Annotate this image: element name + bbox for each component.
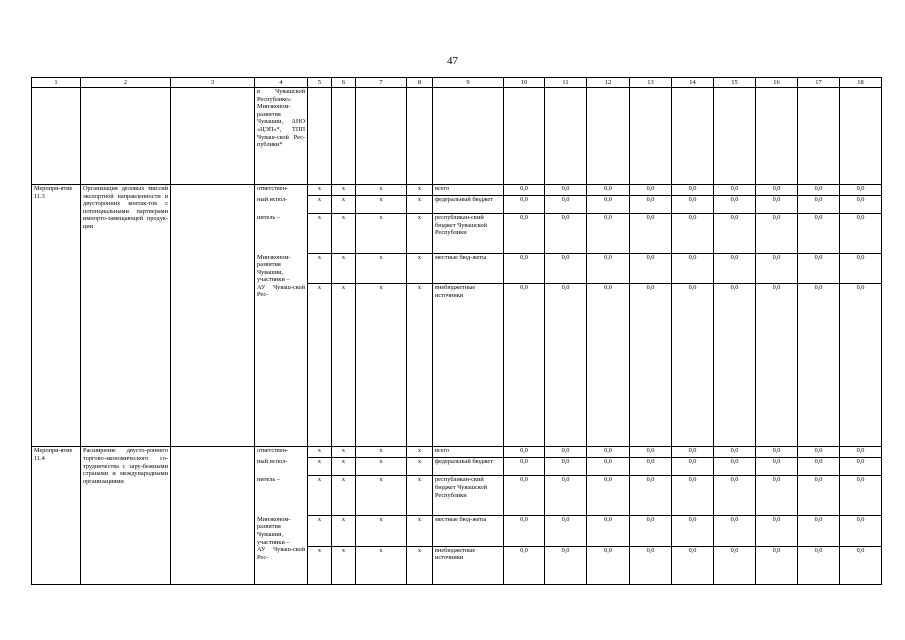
value-cell: 0,0 (840, 476, 882, 516)
column-header: 4 (255, 78, 308, 88)
value-cell: 0,0 (630, 458, 672, 476)
executors-cell: Минэконом-развития Чувашии, участники – (255, 516, 308, 546)
empty-cell (171, 447, 255, 584)
value-cell: 0,0 (714, 458, 756, 476)
value-cell: 0,0 (630, 196, 672, 214)
value-cell: 0,0 (672, 516, 714, 546)
value-cell: 0,0 (545, 214, 587, 254)
value-cell: 0,0 (587, 447, 630, 458)
executors-cell: АУ Чуваш-ской Рес- (255, 284, 308, 447)
value-cell: 0,0 (630, 214, 672, 254)
column-header: 8 (407, 78, 433, 88)
column-header: 2 (81, 78, 171, 88)
value-cell: 0,0 (714, 476, 756, 516)
mark-cell: x (407, 447, 433, 458)
value-cell: 0,0 (840, 546, 882, 584)
value-cell: 0,0 (756, 546, 798, 584)
value-cell: 0,0 (630, 516, 672, 546)
mark-cell: x (332, 254, 356, 284)
mark-cell: x (356, 546, 407, 584)
mark-cell: x (308, 458, 332, 476)
mark-cell: x (407, 196, 433, 214)
funding-source: внебюджетные источники (433, 284, 504, 447)
mark-cell: x (332, 214, 356, 254)
column-number-row (32, 78, 882, 88)
value-cell: 0,0 (840, 196, 882, 214)
funding-source: местные бюд-жеты (433, 516, 504, 546)
column-header: 16 (756, 78, 798, 88)
funding-source: местные бюд-жеты (433, 254, 504, 284)
column-header: 7 (356, 78, 407, 88)
value-cell: 0,0 (630, 447, 672, 458)
value-cell: 0,0 (504, 284, 545, 447)
value-cell: 0,0 (672, 185, 714, 196)
value-cell: 0,0 (756, 458, 798, 476)
value-cell: 0,0 (504, 476, 545, 516)
mark-cell: x (407, 284, 433, 447)
value-cell: 0,0 (672, 196, 714, 214)
program-table (31, 77, 882, 585)
value-cell: 0,0 (545, 196, 587, 214)
mark-cell: x (407, 185, 433, 196)
value-cell: 0,0 (630, 185, 672, 196)
mark-cell: x (308, 546, 332, 584)
value-cell: 0,0 (840, 447, 882, 458)
value-cell: 0,0 (587, 185, 630, 196)
mark-cell: x (332, 284, 356, 447)
mark-cell: x (332, 516, 356, 546)
mark-cell: x (356, 476, 407, 516)
value-cell: 0,0 (798, 516, 840, 546)
value-cell: 0,0 (545, 254, 587, 284)
value-cell: 0,0 (587, 284, 630, 447)
mark-cell: x (407, 546, 433, 584)
mark-cell: x (356, 284, 407, 447)
value-cell: 0,0 (587, 458, 630, 476)
value-cell: 0,0 (840, 284, 882, 447)
value-cell: 0,0 (672, 284, 714, 447)
column-header: 15 (714, 78, 756, 88)
value-cell: 0,0 (798, 214, 840, 254)
value-cell: 0,0 (840, 214, 882, 254)
mark-cell: x (407, 214, 433, 254)
column-header: 9 (433, 78, 504, 88)
page-number: 47 (447, 55, 458, 67)
measure-name: Расширение двусто-роннего торгово-экономического со-трудничества с зару-бежными странами и международными организациями (81, 447, 171, 584)
value-cell: 0,0 (504, 254, 545, 284)
value-cell: 0,0 (714, 516, 756, 546)
value-cell: 0,0 (840, 185, 882, 196)
mark-cell: x (356, 458, 407, 476)
value-cell: 0,0 (756, 214, 798, 254)
column-header: 14 (672, 78, 714, 88)
column-header: 17 (798, 78, 840, 88)
mark-cell: x (356, 214, 407, 254)
value-cell: 0,0 (798, 476, 840, 516)
value-cell: 0,0 (756, 185, 798, 196)
funding-source: всего (433, 447, 504, 458)
column-header: 13 (630, 78, 672, 88)
table-row (32, 447, 882, 458)
value-cell: 0,0 (672, 214, 714, 254)
value-cell: 0,0 (798, 458, 840, 476)
value-cell: 0,0 (587, 476, 630, 516)
value-cell: 0,0 (630, 284, 672, 447)
mark-cell: x (407, 476, 433, 516)
measure-code: Меропри-ятие 11.3 (32, 185, 81, 447)
executors-cell: нитель – (255, 476, 308, 516)
funding-source: республикан-ский бюджет Чувашской Республики (433, 214, 504, 254)
value-cell: 0,0 (504, 214, 545, 254)
value-cell: 0,0 (714, 254, 756, 284)
mark-cell: x (308, 185, 332, 196)
mark-cell: x (308, 516, 332, 546)
executors-cell: ответствен- (255, 185, 308, 196)
value-cell: 0,0 (840, 254, 882, 284)
mark-cell: x (407, 458, 433, 476)
value-cell: 0,0 (587, 516, 630, 546)
funding-source: внебюджетные источники (433, 546, 504, 584)
executors-cell: в Чувашской Республике» Минэконом-развития Чувашии, АНО «ЦЭП»*, ТПП Чуваш-ской Рес-публики* (255, 88, 308, 185)
value-cell: 0,0 (545, 546, 587, 584)
value-cell: 0,0 (672, 546, 714, 584)
value-cell: 0,0 (504, 546, 545, 584)
mark-cell: x (332, 447, 356, 458)
value-cell: 0,0 (504, 516, 545, 546)
column-header: 5 (308, 78, 332, 88)
value-cell: 0,0 (587, 214, 630, 254)
funding-source: федеральный бюджет (433, 458, 504, 476)
measure-name: Организация деловых миссий экспортной направленности и двусторонних контак-тов с потенциальными партнерами импорто-замещающей продук-ции (81, 185, 171, 447)
value-cell: 0,0 (798, 447, 840, 458)
value-cell: 0,0 (714, 196, 756, 214)
value-cell: 0,0 (630, 254, 672, 284)
continuation-row (32, 88, 882, 185)
value-cell: 0,0 (840, 458, 882, 476)
mark-cell: x (308, 196, 332, 214)
value-cell: 0,0 (756, 196, 798, 214)
executors-cell: Минэконом-развития Чувашии, участники – (255, 254, 308, 284)
mark-cell: x (308, 254, 332, 284)
mark-cell: x (356, 516, 407, 546)
column-header: 3 (171, 78, 255, 88)
empty-cell (171, 185, 255, 447)
value-cell: 0,0 (714, 214, 756, 254)
executors-cell: ный испол- (255, 458, 308, 476)
value-cell: 0,0 (672, 254, 714, 284)
value-cell: 0,0 (587, 196, 630, 214)
value-cell: 0,0 (798, 546, 840, 584)
column-header: 18 (840, 78, 882, 88)
mark-cell: x (356, 254, 407, 284)
value-cell: 0,0 (504, 447, 545, 458)
value-cell: 0,0 (545, 476, 587, 516)
value-cell: 0,0 (714, 185, 756, 196)
value-cell: 0,0 (545, 185, 587, 196)
mark-cell: x (407, 516, 433, 546)
column-header: 12 (587, 78, 630, 88)
value-cell: 0,0 (798, 284, 840, 447)
value-cell: 0,0 (672, 476, 714, 516)
value-cell: 0,0 (798, 196, 840, 214)
executors-cell: АУ Чуваш-ской Рес- (255, 546, 308, 584)
table-row (32, 185, 882, 196)
value-cell: 0,0 (672, 458, 714, 476)
value-cell: 0,0 (545, 458, 587, 476)
column-header: 11 (545, 78, 587, 88)
executors-cell: ный испол- (255, 196, 308, 214)
column-header: 6 (332, 78, 356, 88)
value-cell: 0,0 (756, 447, 798, 458)
mark-cell: x (308, 214, 332, 254)
value-cell: 0,0 (714, 284, 756, 447)
value-cell: 0,0 (714, 546, 756, 584)
funding-source: республикан-ский бюджет Чувашской Республики (433, 476, 504, 516)
funding-source: федеральный бюджет (433, 196, 504, 214)
value-cell: 0,0 (756, 516, 798, 546)
value-cell: 0,0 (756, 476, 798, 516)
mark-cell: x (356, 196, 407, 214)
mark-cell: x (332, 458, 356, 476)
mark-cell: x (407, 254, 433, 284)
executors-cell: ответствен- (255, 447, 308, 458)
value-cell: 0,0 (714, 447, 756, 458)
mark-cell: x (332, 185, 356, 196)
value-cell: 0,0 (545, 284, 587, 447)
mark-cell: x (308, 447, 332, 458)
value-cell: 0,0 (756, 254, 798, 284)
value-cell: 0,0 (798, 254, 840, 284)
mark-cell: x (356, 447, 407, 458)
value-cell: 0,0 (630, 476, 672, 516)
value-cell: 0,0 (587, 254, 630, 284)
executors-cell: нитель – (255, 214, 308, 254)
mark-cell: x (332, 476, 356, 516)
mark-cell: x (332, 546, 356, 584)
mark-cell: x (332, 196, 356, 214)
value-cell: 0,0 (798, 185, 840, 196)
measure-code: Меропри-ятие 11.4 (32, 447, 81, 584)
value-cell: 0,0 (756, 284, 798, 447)
value-cell: 0,0 (504, 185, 545, 196)
column-header: 1 (32, 78, 81, 88)
value-cell: 0,0 (840, 516, 882, 546)
mark-cell: x (356, 185, 407, 196)
column-header: 10 (504, 78, 545, 88)
value-cell: 0,0 (545, 516, 587, 546)
value-cell: 0,0 (630, 546, 672, 584)
value-cell: 0,0 (504, 458, 545, 476)
value-cell: 0,0 (587, 546, 630, 584)
value-cell: 0,0 (672, 447, 714, 458)
funding-source: всего (433, 185, 504, 196)
mark-cell: x (308, 284, 332, 447)
mark-cell: x (308, 476, 332, 516)
value-cell: 0,0 (504, 196, 545, 214)
value-cell: 0,0 (545, 447, 587, 458)
